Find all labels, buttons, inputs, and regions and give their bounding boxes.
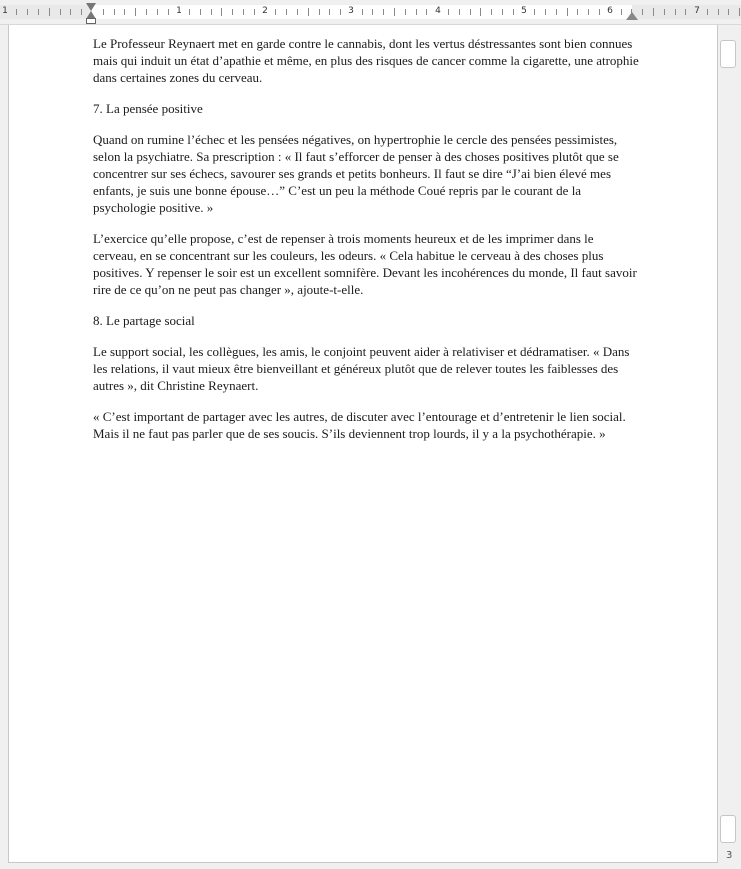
ruler-tick <box>556 9 557 15</box>
ruler-tick <box>168 9 169 15</box>
ruler-tick <box>81 9 82 15</box>
ruler-number: 7 <box>694 6 700 16</box>
ruler-tick <box>124 9 125 15</box>
ruler-number: 2 <box>262 6 268 16</box>
ruler-tick <box>16 9 17 15</box>
ruler-tick <box>221 8 222 16</box>
ruler-tick <box>405 9 406 15</box>
page-number: 3 <box>726 850 733 861</box>
ruler-tick <box>329 9 330 15</box>
ruler-tick <box>588 9 589 15</box>
ruler-tick <box>27 9 28 15</box>
ruler-number: 1 <box>2 6 8 16</box>
paragraph-cannabis[interactable]: Le Professeur Reynaert met en garde contre le cannabis, dont les vertus déstressantes sont bien connues mais qui induit un état d’apathie et même, en plus des risques de cancer comme la cigarette, une atrophie dans certaines zones du cerveau. <box>93 36 639 85</box>
ruler-tick <box>362 9 363 15</box>
document-body[interactable] <box>93 35 639 456</box>
ruler-number: 1 <box>176 6 182 16</box>
ruler-tick <box>567 8 568 16</box>
paragraph-support-social[interactable]: Le support social, les collègues, les amis, le conjoint peuvent aider à relativiser et dédramatiser. « Dans les relations, il vaut mieux être bienveillant et généreux plutôt que de relever toutes les faiblesses des autres », dit Christine Reynaert. <box>93 344 630 393</box>
first-line-indent-handle[interactable] <box>86 3 96 11</box>
ruler-tick <box>685 9 686 15</box>
left-indent-handle[interactable] <box>86 18 96 24</box>
ruler-tick <box>599 9 600 15</box>
ruler-tick <box>114 9 115 15</box>
ruler-tick <box>297 9 298 15</box>
ruler-tick <box>243 9 244 15</box>
ruler-tick <box>416 9 417 15</box>
ruler-number: 6 <box>607 6 613 16</box>
ruler-tick <box>502 9 503 15</box>
ruler-tick <box>707 9 708 15</box>
ruler-tick <box>545 9 546 15</box>
ruler-tick <box>200 9 201 15</box>
ruler-tick <box>372 9 373 15</box>
ruler-tick <box>135 8 136 16</box>
ruler-tick <box>718 9 719 15</box>
ruler-tick <box>491 9 492 15</box>
sidebar-panel-tab-top[interactable] <box>720 40 736 68</box>
ruler-number: 3 <box>348 6 354 16</box>
right-indent-handle[interactable] <box>626 12 638 20</box>
ruler-tick <box>286 9 287 15</box>
ruler-tick <box>664 9 665 15</box>
ruler-tick <box>642 9 643 15</box>
document-page[interactable] <box>8 25 718 863</box>
ruler-tick <box>49 8 50 16</box>
paragraph-rumination[interactable]: Quand on rumine l’échec et les pensées négatives, on hypertrophie le cercle des pensées pessimistes, selon la psychiatre. Sa prescription : « Il faut s’efforcer de penser à des choses positives plutôt que se concentrer sur ses échecs, savourer ses grands et petits bonheurs. Il faut se dire “J’ai bien élevé mes enfants, je suis une bonne épouse…” C’est un peu la méthode Coué repris par le courant de la psychologie positive. » <box>93 132 619 215</box>
ruler-tick <box>38 9 39 15</box>
ruler-tick <box>275 9 276 15</box>
ruler-tick <box>254 9 255 15</box>
ruler-tick <box>146 9 147 15</box>
ruler-tick <box>480 8 481 16</box>
ruler-tick <box>739 8 740 16</box>
ruler-tick <box>383 9 384 15</box>
ruler-tick <box>577 9 578 15</box>
ruler-tick <box>308 8 309 16</box>
horizontal-ruler[interactable] <box>0 0 741 25</box>
ruler-tick <box>103 9 104 15</box>
ruler-tick <box>534 9 535 15</box>
ruler-tick <box>621 9 622 15</box>
ruler-tick <box>513 9 514 15</box>
ruler-tick <box>70 9 71 15</box>
ruler-tick <box>728 9 729 15</box>
ruler-tick <box>470 9 471 15</box>
ruler-tick <box>394 8 395 16</box>
ruler-tick <box>340 9 341 15</box>
ruler-number: 4 <box>435 6 441 16</box>
ruler-tick <box>319 9 320 15</box>
sidebar-panel-tab-bottom[interactable] <box>720 815 736 843</box>
ruler-tick <box>459 9 460 15</box>
ruler-tick <box>653 8 654 16</box>
heading-partage-social[interactable]: 8. Le partage social <box>93 313 195 328</box>
paragraph-partager[interactable]: « C’est important de partager avec les autres, de discuter avec l’entourage et d’entretenir le lien social. Mais il ne faut pas parler que de ses soucis. S’ils deviennent trop lourds, il y a la psychothérapie. » <box>93 409 626 441</box>
heading-pensee-positive[interactable]: 7. La pensée positive <box>93 101 203 116</box>
ruler-tick <box>157 9 158 15</box>
ruler-tick <box>232 9 233 15</box>
ruler-tick <box>189 9 190 15</box>
paragraph-exercice[interactable]: L’exercice qu’elle propose, c’est de repenser à trois moments heureux et de les imprimer dans le cerveau, en se concentrant sur les couleurs, les odeurs. « Cela habitue le cerveau à des choses plus positives. Y repenser le soir est un excellent somnifère. Devant les incohérences du monde, Il faut savoir rire de ce qu’on ne peut pas changer », ajoute-t-elle. <box>93 231 637 297</box>
ruler-tick <box>675 9 676 15</box>
ruler-tick <box>211 9 212 15</box>
ruler-number: 5 <box>521 6 527 16</box>
ruler-tick <box>426 9 427 15</box>
ruler-tick <box>448 9 449 15</box>
ruler-tick <box>60 9 61 15</box>
